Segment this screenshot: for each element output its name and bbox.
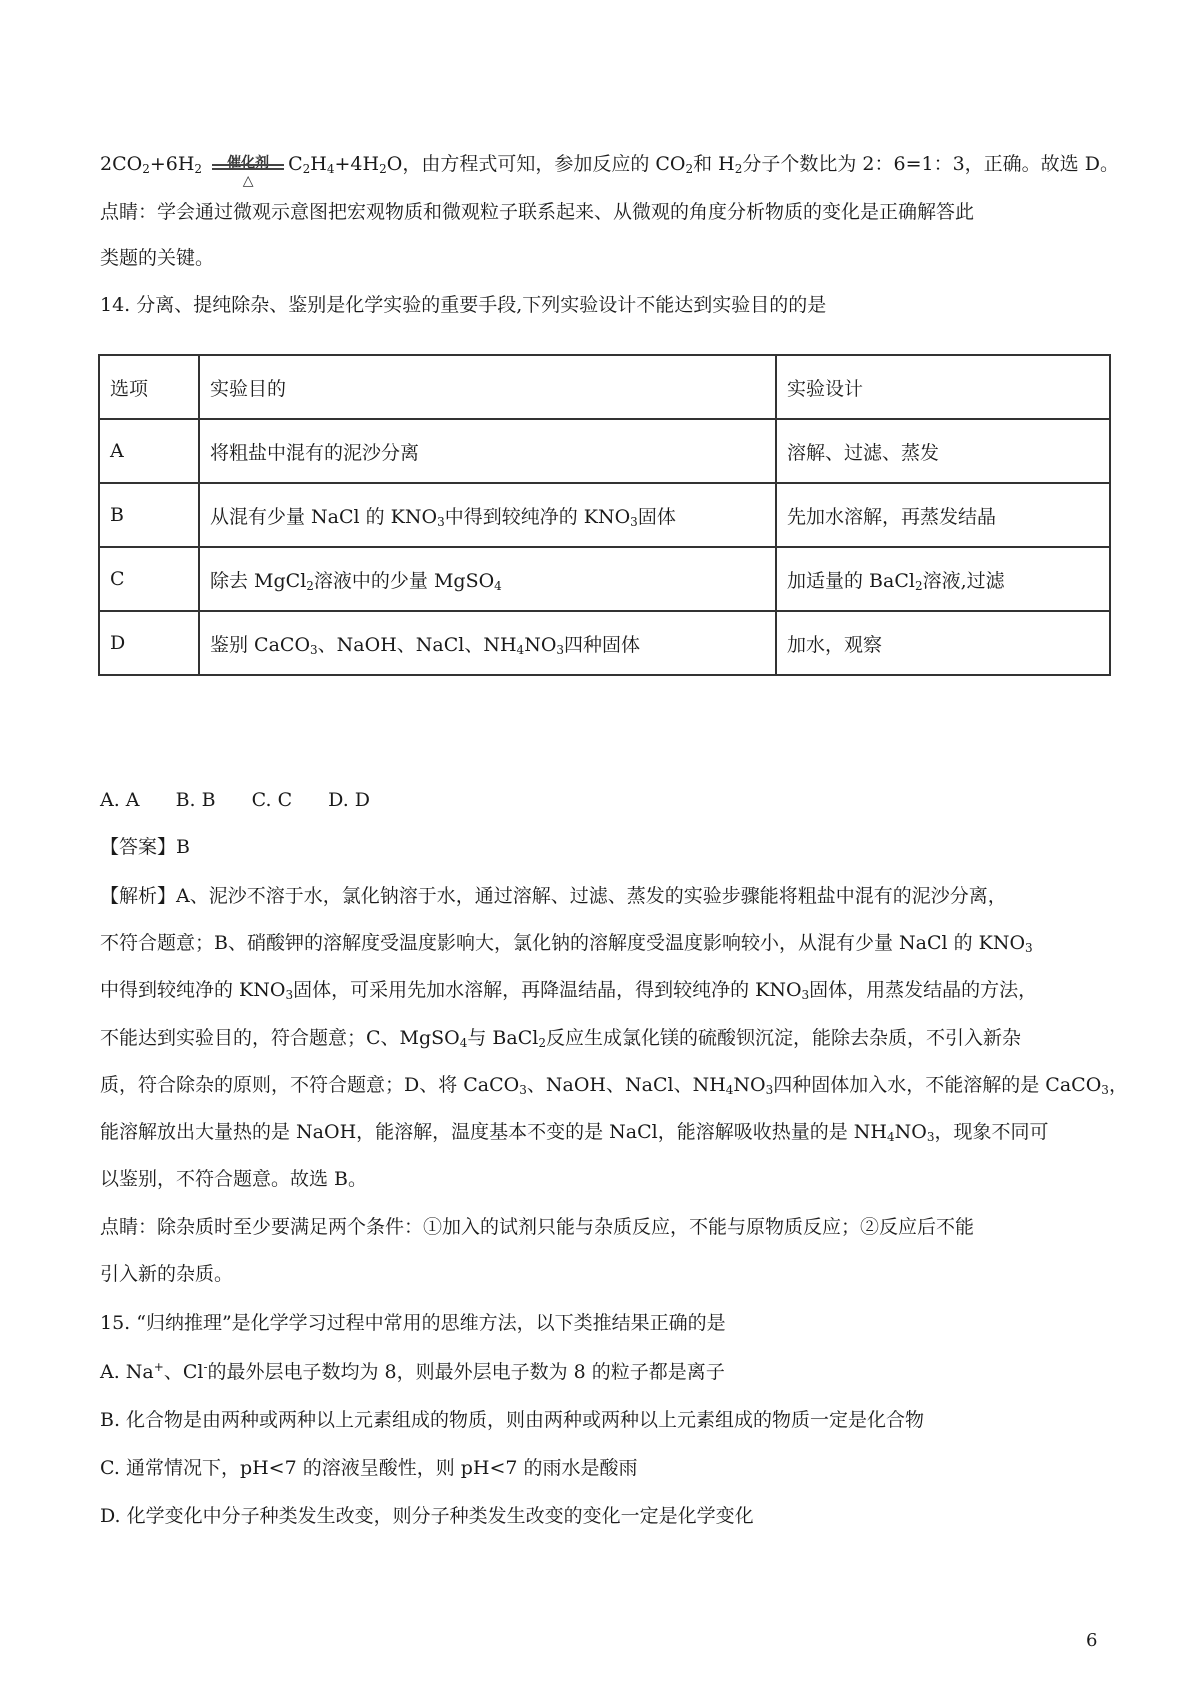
tip-13-line1: 点睛：学会通过微观示意图把宏观物质和微观粒子联系起来、从微观的角度分析物质的变化是正确解答此 [100,201,975,223]
analysis-line-7: 以鉴别，不符合题意。故选 B。 [100,1168,368,1190]
analysis-line-2: 不符合题意；B、硝酸钾的溶解度受温度影响大，氯化钠的溶解度受温度影响较小，从混有少量 NaCl 的 $KNO_3$ [100,932,1033,955]
header-design: 实验设计 [776,355,1110,419]
question-14-stem: 14. 分离、提纯除杂、鉴别是化学实验的重要手段,下列实验设计不能达到实验目的的是 [100,294,827,316]
option-b: B. B [175,789,216,811]
question-15-option-c: C. 通常情况下，pH<7 的溶液呈酸性，则 pH<7 的雨水是酸雨 [100,1457,638,1479]
row-option: D [99,611,199,675]
row-goal: 鉴别 CaCO$_3$、NaOH、NaCl、$NH_4NO_3$四种固体 [199,611,776,675]
table-row [99,419,1110,483]
tip-14-line2: 引入新的杂质。 [100,1263,234,1285]
row-goal: 将粗盐中混有的泥沙分离 [199,419,776,483]
row-option: A [99,419,199,483]
row-design: 溶解、过滤、蒸发 [776,419,1110,483]
header-option: 选项 [99,355,199,419]
answer-14: 【答案】B [100,836,190,858]
analysis-line-1: 【解析】A、泥沙不溶于水，氯化钠溶于水，通过溶解、过滤、蒸发的实验步骤能将粗盐中混有的泥沙分离， [100,885,1007,907]
table-row [99,611,1110,675]
question-15-option-b: B. 化合物是由两种或两种以上元素组成的物质，则由两种或两种以上元素组成的物质一定是化合物 [100,1409,925,1431]
question-14-table [98,354,1111,676]
analysis-line-6: 能溶解放出大量热的是 NaOH，能溶解，温度基本不变的是 NaCl，能溶解吸收热量的是 $NH_4NO_3$，现象不同可 [100,1121,1049,1144]
equation-line: $2CO_2+6H_2$ 催化剂 △ $C_2H_4+4H_2O$，由方程式可知，参加反应的 $CO_2$和 $H_2$分子个数比为 2：6=1：3，正确。故选 D。 [100,153,1119,189]
row-design: 加水，观察 [776,611,1110,675]
analysis-line-3: 中得到较纯净的 $KNO_3$固体，可采用先加水溶解，再降温结晶，得到较纯净的 $KNO_3$固体，用蒸发结晶的方法， [100,979,1038,1002]
header-goal: 实验目的 [199,355,776,419]
row-design: 加适量的 BaCl$_2$溶液,过滤 [776,547,1110,611]
row-goal: 除去 MgCl$_2$溶液中的少量 MgSO$_4$ [199,547,776,611]
question-15-option-d: D. 化学变化中分子种类发生改变，则分子种类发生改变的变化一定是化学变化 [100,1505,754,1527]
page-number: 6 [1086,1630,1098,1651]
table-header-row [99,355,1110,419]
row-option: B [99,483,199,547]
analysis-line-4: 不能达到实验目的，符合题意；C、MgSO$_4$与 BaCl$_2$反应生成氯化镁的硫酸钡沉淀，能除去杂质，不引入新杂 [100,1027,1021,1050]
option-d: D. D [328,789,371,811]
tip-14-line1: 点睛：除杂质时至少要满足两个条件：①加入的试剂只能与杂质反应，不能与原物质反应；②反应后不能 [100,1216,975,1238]
option-a: A. A [100,789,140,811]
reaction-arrow-icon: 催化剂 △ [210,151,286,179]
question-15-option-a: A. Na+、Cl-的最外层电子数均为 8，则最外层电子数为 8 的粒子都是离子 [100,1360,725,1383]
question-14-options [100,786,400,814]
table-row [99,483,1110,547]
tip-13-line2: 类题的关键。 [100,247,215,269]
row-design: 先加水溶解，再蒸发结晶 [776,483,1110,547]
row-option: C [99,547,199,611]
analysis-line-5: 质，符合除杂的原则，不符合题意；D、将 CaCO$_3$、NaOH、NaCl、$NH_4NO_3$四种固体加入水，不能溶解的是 CaCO$_3$， [100,1074,1128,1097]
row-goal: 从混有少量 NaCl 的 $KNO_3$中得到较纯净的 $KNO_3$固体 [199,483,776,547]
option-c: C. C [251,789,293,811]
question-15-stem: 15. “归纳推理”是化学学习过程中常用的思维方法，以下类推结果正确的是 [100,1312,726,1334]
table-row [99,547,1110,611]
